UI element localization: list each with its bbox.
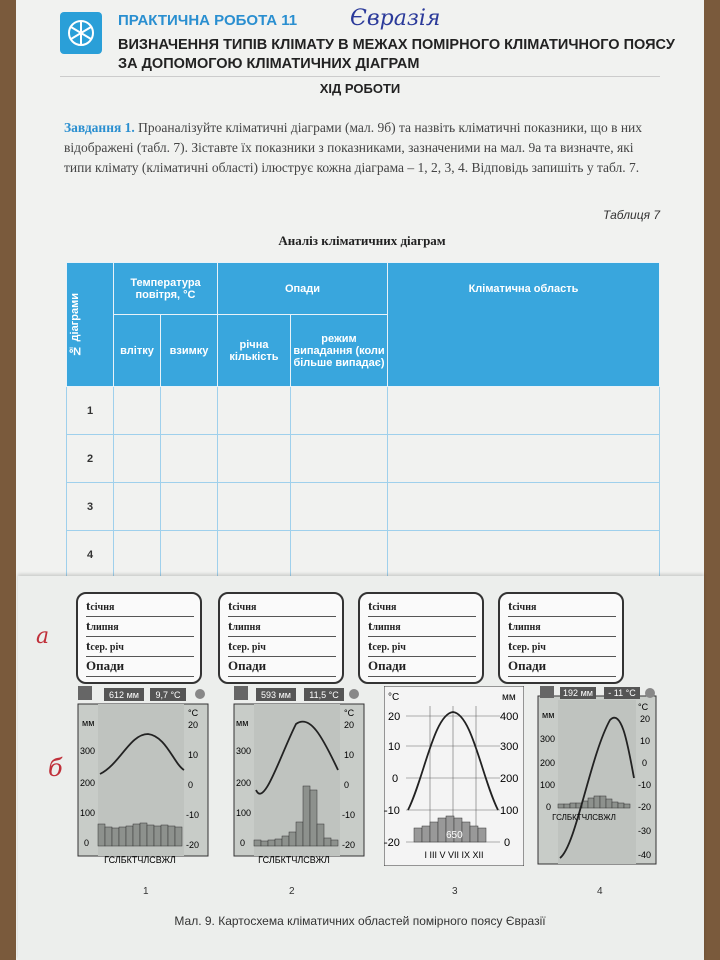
svg-text:20: 20 [388, 711, 401, 723]
table-title: Аналіз кліматичних діаграм [278, 233, 446, 248]
col-summer: влітку [114, 315, 161, 387]
col-regime: режим випадання (коли більше випадає) [291, 315, 388, 387]
svg-text:200: 200 [500, 773, 519, 785]
svg-text:20: 20 [188, 720, 199, 730]
card-field[interactable]: Опади [228, 658, 336, 677]
svg-text:300: 300 [80, 746, 96, 756]
card-field[interactable]: tсер. річ [508, 638, 616, 657]
svg-text:°С: °С [638, 702, 649, 712]
svg-text:-10: -10 [638, 780, 652, 790]
table-row: 2 [67, 435, 660, 483]
cloud-icon [234, 686, 248, 700]
svg-text:10: 10 [388, 741, 401, 753]
climate-card-3 [358, 592, 484, 684]
svg-text:11,5 °С: 11,5 °С [309, 690, 339, 700]
svg-text:650: 650 [446, 830, 463, 841]
svg-text:°С: °С [388, 692, 400, 703]
svg-text:°С: °С [344, 708, 355, 718]
svg-text:200: 200 [540, 758, 556, 768]
work-subtitle: ВИЗНАЧЕННЯ ТИПІВ КЛІМАТУ В МЕЖАХ ПОМІРНОГО КЛІМАТИЧНОГО ПОЯСУ ЗА ДОПОМОГОЮ КЛІМАТИЧНИХ ДІАГРАМ [118, 37, 675, 72]
climate-diagram-3 [384, 686, 524, 871]
svg-text:300: 300 [500, 741, 519, 753]
svg-text:мм: мм [236, 718, 249, 728]
svg-text:0: 0 [546, 802, 552, 812]
svg-text:-20: -20 [384, 837, 400, 849]
svg-text:100: 100 [540, 780, 556, 790]
svg-text:593 мм: 593 мм [261, 690, 291, 700]
diagram-number-2: 2 [289, 886, 295, 897]
card-field[interactable]: Опади [368, 658, 476, 677]
progress-heading: ХІД РОБОТИ [60, 76, 660, 96]
analysis-table [66, 262, 660, 579]
svg-text:°С: °С [188, 708, 199, 718]
svg-text:-10: -10 [186, 810, 200, 820]
svg-text:0: 0 [84, 838, 90, 848]
svg-text:-20: -20 [342, 840, 356, 850]
margin-letter-a: а [36, 624, 50, 649]
cloud-icon [540, 686, 554, 698]
card-field[interactable]: tсічня [228, 598, 336, 617]
card-field[interactable]: tлипня [86, 618, 194, 637]
col-number: № діаграми [67, 263, 114, 387]
card-field[interactable]: Опади [508, 658, 616, 677]
card-field[interactable]: tлипня [368, 618, 476, 637]
svg-text:ГСЛБКТЧЛСВЖЛ: ГСЛБКТЧЛСВЖЛ [104, 855, 176, 865]
table-number: Таблиця 7 [603, 208, 660, 222]
svg-text:ГСЛБКТЧЛСВЖЛ: ГСЛБКТЧЛСВЖЛ [552, 813, 616, 822]
card-field[interactable]: tсер. річ [368, 638, 476, 657]
task-paragraph [64, 118, 664, 178]
sun-icon [195, 689, 205, 699]
svg-text:20: 20 [640, 714, 651, 724]
col-temperature: Температура повітря, °С [114, 263, 218, 315]
card-field[interactable]: tсічня [86, 598, 194, 617]
snowflake-logo-icon [60, 12, 102, 54]
svg-text:200: 200 [236, 778, 252, 788]
col-annual: річна кількість [218, 315, 291, 387]
table-row: 1 [67, 387, 660, 435]
svg-text:20: 20 [344, 720, 355, 730]
svg-text:мм: мм [542, 710, 555, 720]
svg-text:10: 10 [344, 750, 355, 760]
sun-icon [645, 688, 655, 698]
svg-text:-40: -40 [638, 850, 652, 860]
work-title: ПРАКТИЧНА РОБОТА 11 [118, 12, 298, 29]
table-row: 4 [67, 531, 660, 579]
svg-text:-10: -10 [384, 805, 400, 817]
figure-caption: Мал. 9. Картосхема кліматичних областей помірного поясу Євразії [174, 914, 546, 928]
svg-text:- 11 °С: - 11 °С [608, 688, 636, 698]
climate-diagram-2 [230, 686, 380, 871]
svg-text:0: 0 [240, 838, 246, 848]
svg-text:300: 300 [540, 734, 556, 744]
task-text: Проаналізуйте кліматичні діаграми (мал. 9б) та назвіть кліматичні показники, що в них відображені (табл. 7). Зіставте їх показники з показниками, зазначеними на мал. 9а та визначте, які типи клімату (кліматичні області) ілюструє кожна діаграма – 1, 2, 3, 4. Відповідь запишіть у табл. 7. [64, 120, 643, 175]
svg-text:-10: -10 [342, 810, 356, 820]
svg-text:200: 200 [80, 778, 96, 788]
svg-text:192 мм: 192 мм [563, 688, 593, 698]
svg-text:400: 400 [500, 711, 519, 723]
svg-text:300: 300 [236, 746, 252, 756]
svg-text:-30: -30 [638, 826, 652, 836]
svg-text:612 мм: 612 мм [109, 690, 139, 700]
climate-diagram-1 [70, 686, 220, 871]
sun-icon [349, 689, 359, 699]
svg-text:-20: -20 [186, 840, 200, 850]
svg-text:0: 0 [392, 773, 399, 785]
svg-text:0: 0 [344, 780, 350, 790]
handwritten-note: Євразія [350, 6, 441, 31]
cloud-icon [78, 686, 92, 700]
svg-text:0: 0 [642, 758, 648, 768]
col-precipitation: Опади [218, 263, 388, 315]
card-field[interactable]: Опади [86, 658, 194, 677]
card-field[interactable]: tсер. річ [86, 638, 194, 657]
card-field[interactable]: tлипня [508, 618, 616, 637]
diagram-number-3: 3 [452, 886, 458, 897]
svg-text:10: 10 [640, 736, 651, 746]
card-field[interactable]: tсер. річ [228, 638, 336, 657]
col-winter: взимку [161, 315, 218, 387]
svg-text:мм: мм [82, 718, 95, 728]
svg-text:0: 0 [504, 837, 511, 849]
task-label: Завдання 1. [64, 120, 135, 135]
svg-text:I III V VII IX XII: I III V VII IX XII [424, 850, 484, 860]
svg-text:0: 0 [188, 780, 194, 790]
table-row: 3 [67, 483, 660, 531]
climate-card-4 [498, 592, 624, 684]
card-field[interactable]: tсічня [508, 598, 616, 617]
svg-text:мм: мм [502, 692, 516, 703]
svg-text:10: 10 [188, 750, 199, 760]
svg-text:9,7 °С: 9,7 °С [155, 690, 181, 700]
svg-text:ГСЛБКТЧЛСВЖЛ: ГСЛБКТЧЛСВЖЛ [258, 855, 330, 865]
svg-text:-20: -20 [638, 802, 652, 812]
climate-diagram-4 [536, 686, 660, 871]
climate-card-2 [218, 592, 344, 684]
diagram-number-4: 4 [597, 886, 603, 897]
col-region: Кліматична область [388, 263, 660, 387]
svg-text:100: 100 [236, 808, 252, 818]
card-field[interactable]: tсічня [368, 598, 476, 617]
card-field[interactable]: tлипня [228, 618, 336, 637]
margin-letter-b: б [48, 754, 63, 782]
svg-text:100: 100 [500, 805, 519, 817]
climate-card-1 [76, 592, 202, 684]
diagram-number-1: 1 [143, 886, 149, 897]
svg-text:100: 100 [80, 808, 96, 818]
